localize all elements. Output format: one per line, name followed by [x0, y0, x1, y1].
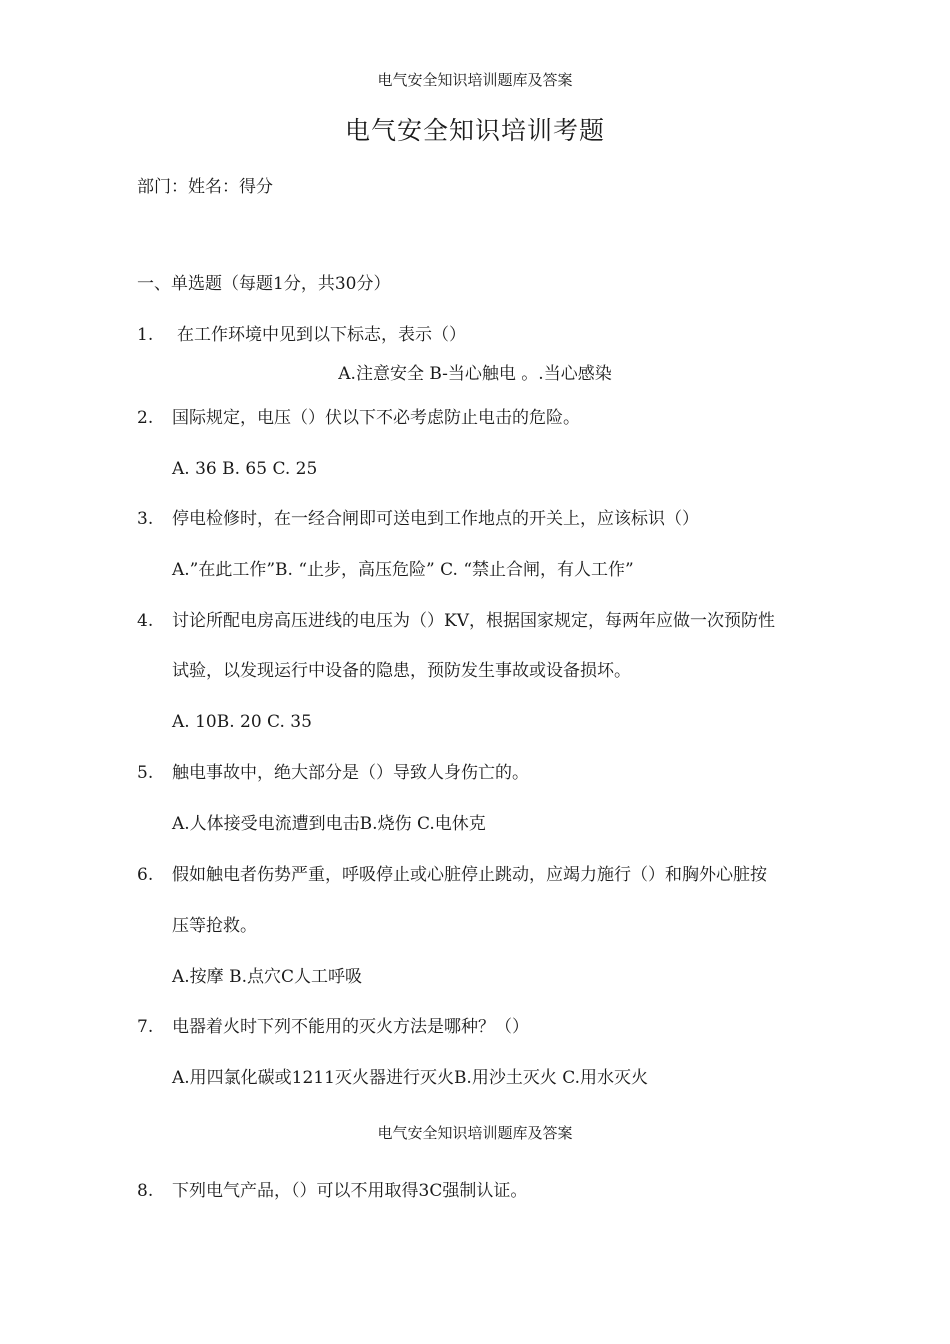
question-5-options: A.人体接受电流遭到电击B.烧伤 C.电休克: [172, 814, 486, 834]
question-2-options: A. 36 B. 65 C. 25: [172, 459, 318, 479]
question-text: 假如触电者伤势严重，呼吸停止或心脏停止跳动，应竭力施行（）和胸外心脏按: [172, 865, 767, 885]
question-text: 电器着火时下列不能用的灭火方法是哪种？（）: [172, 1017, 529, 1037]
question-text: 在工作环境中见到以下标志，表示（）: [177, 325, 466, 345]
question-1-options: A.注意安全 B-当心触电 。.当心感染: [338, 364, 612, 384]
question-text: 讨论所配电房高压进线的电压为（）KV，根据国家规定，每两年应做一次预防性: [172, 611, 775, 631]
question-text: 触电事故中，绝大部分是（）导致人身伤亡的。: [172, 763, 529, 783]
page-header-repeat: 电气安全知识培训题库及答案: [377, 1124, 573, 1142]
question-number: 3.: [137, 509, 154, 529]
page-header: 电气安全知识培训题库及答案: [377, 71, 573, 89]
question-text: 下列电气产品，（）可以不用取得3C强制认证。: [172, 1181, 528, 1201]
question-7-options: A.用四氯化碳或1211灭火器进行灭火B.用沙土灭火 C.用水灭火: [172, 1068, 649, 1088]
question-number: 6.: [137, 865, 154, 885]
question-4-options: A. 10B. 20 C. 35: [172, 712, 312, 732]
info-line: 部门：姓名：得分: [137, 177, 273, 197]
section-heading: 一、单选题（每题1分，共30分）: [137, 274, 391, 294]
page-title: 电气安全知识培训考题: [344, 116, 605, 145]
question-text: 国际规定，电压（）伏以下不必考虑防止电击的危险。: [172, 408, 580, 428]
question-6-text-continued: 压等抢救。: [172, 916, 257, 936]
question-number: 4.: [137, 611, 154, 631]
question-4-text-continued: 试验，以发现运行中设备的隐患，预防发生事故或设备损坏。: [172, 661, 631, 681]
question-number: 2.: [137, 408, 154, 428]
question-6-options: A.按摩 B.点穴C人工呼吸: [172, 967, 362, 987]
question-3-options: A.”在此工作”B. “止步，高压危险” C. “禁止合闸，有人工作”: [172, 560, 634, 580]
question-number: 8.: [137, 1181, 154, 1201]
question-number: 5.: [137, 763, 154, 783]
question-text: 停电检修时，在一经合闸即可送电到工作地点的开关上，应该标识（）: [172, 509, 699, 529]
question-number: 7.: [137, 1017, 154, 1037]
question-number: 1.: [137, 325, 154, 345]
